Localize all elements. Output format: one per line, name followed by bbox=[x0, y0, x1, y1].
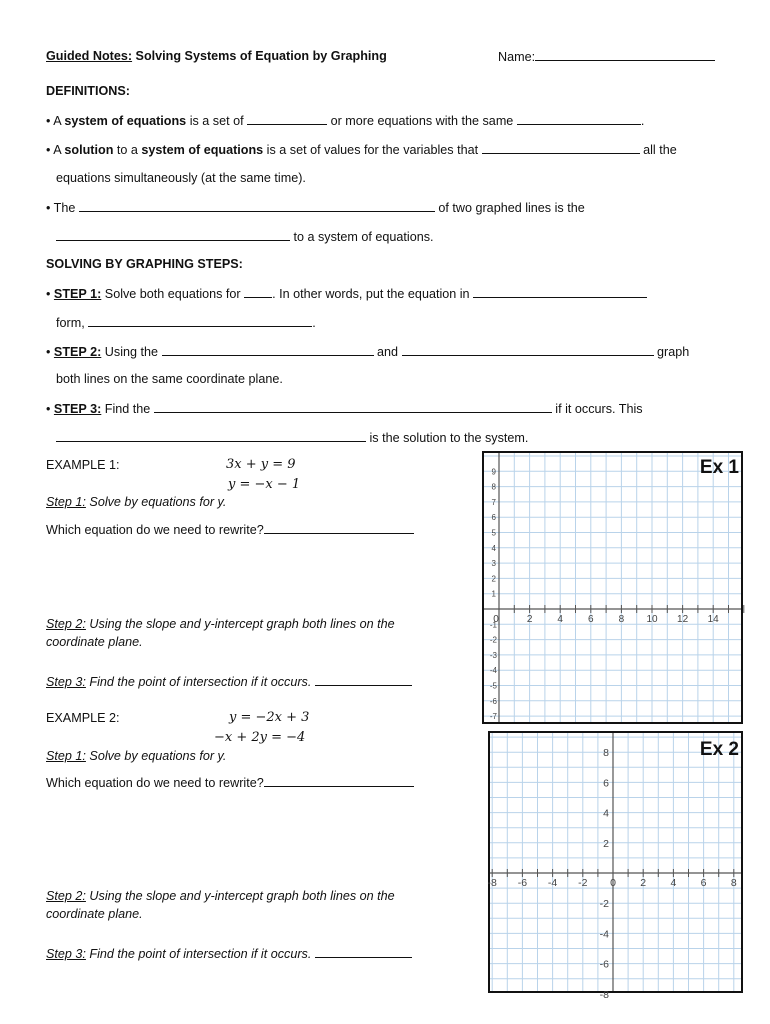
example-2-label: EXAMPLE 2: bbox=[46, 711, 120, 725]
x-tick-label: -2 bbox=[578, 877, 588, 889]
x-tick-label: -4 bbox=[547, 877, 558, 889]
ex2-step1-text: Solve by equations for y. bbox=[85, 749, 227, 763]
graph-1-grid[interactable] bbox=[484, 453, 741, 722]
d1-c: is a set of bbox=[186, 114, 248, 128]
s1-b: . In other words, put the equation in bbox=[272, 287, 474, 301]
s2-blank-2[interactable] bbox=[402, 344, 654, 356]
d1-blank-2[interactable] bbox=[517, 113, 641, 125]
y-tick-label: 8 bbox=[491, 482, 496, 492]
y-tick-label: -4 bbox=[489, 666, 497, 676]
example-1-step1 bbox=[46, 495, 226, 509]
definition-1 bbox=[46, 113, 644, 128]
y-tick-label: -7 bbox=[489, 712, 497, 722]
y-tick-label: 6 bbox=[603, 777, 609, 790]
x-tick-label: 0 bbox=[493, 614, 499, 625]
s3-cont-text: is the solution to the system. bbox=[366, 431, 529, 445]
ex2-step2-text: Using the slope and y-intercept graph both lines on the bbox=[85, 889, 395, 903]
s2-blank-1[interactable] bbox=[162, 344, 374, 356]
ex2-step2-label: Step 2: bbox=[46, 889, 86, 903]
s3-blank-2[interactable] bbox=[56, 430, 366, 442]
y-tick-label: -8 bbox=[599, 988, 609, 1001]
x-tick-label: 4 bbox=[670, 877, 677, 889]
d2-f: all the bbox=[639, 143, 677, 157]
y-tick-label: 1 bbox=[491, 589, 496, 599]
d3-a: • The bbox=[46, 201, 79, 215]
x-tick-label: 0 bbox=[610, 877, 616, 889]
ex1-step3-label: Step 3: bbox=[46, 675, 86, 689]
name-label: Name: bbox=[498, 50, 536, 64]
ex1-step3-blank[interactable] bbox=[315, 674, 412, 686]
example-2-eq1: y = −2x + 3 bbox=[229, 710, 310, 725]
s1-a: Solve both equations for bbox=[101, 287, 245, 301]
s2-b: and bbox=[373, 345, 402, 359]
y-tick-label: 6 bbox=[491, 513, 496, 523]
example-2-step3 bbox=[46, 946, 412, 961]
name-blank[interactable] bbox=[535, 49, 715, 61]
y-tick-label: -2 bbox=[489, 635, 497, 645]
definitions-heading: DEFINITIONS: bbox=[46, 84, 130, 98]
s1-blank-2[interactable] bbox=[473, 286, 647, 298]
s1-bullet: • bbox=[46, 287, 54, 301]
step-3-cont bbox=[56, 430, 528, 445]
y-tick-label: -2 bbox=[599, 898, 609, 911]
s1-cont-b: . bbox=[312, 316, 316, 330]
x-tick-label: 6 bbox=[588, 614, 594, 625]
x-tick-label: 6 bbox=[700, 877, 707, 889]
x-tick-label: 8 bbox=[618, 614, 625, 625]
x-tick-label: -8 bbox=[487, 877, 497, 889]
x-tick-label: 2 bbox=[640, 877, 647, 889]
d1-a: • A bbox=[46, 114, 65, 128]
example-1-question bbox=[46, 522, 414, 537]
example-1-label: EXAMPLE 1: bbox=[46, 458, 120, 472]
d1-e: . bbox=[640, 114, 645, 128]
d3-blank-1[interactable] bbox=[79, 200, 435, 212]
ex2-step1-label: Step 1: bbox=[46, 749, 86, 763]
y-tick-label: -6 bbox=[599, 958, 609, 971]
d2-e: is a set of values for the variables that bbox=[263, 143, 482, 157]
x-tick-label: 2 bbox=[526, 614, 533, 625]
d2-term-2: system of equations bbox=[141, 143, 264, 157]
ex2-question-text: Which equation do we need to rewrite? bbox=[46, 776, 264, 790]
example-2-question bbox=[46, 775, 414, 790]
s2-label: STEP 2: bbox=[53, 345, 102, 359]
ex1-question-text: Which equation do we need to rewrite? bbox=[46, 523, 264, 537]
s2-c: graph bbox=[653, 345, 690, 359]
ex1-step1-text: Solve by equations for y. bbox=[85, 495, 227, 509]
y-tick-label: -4 bbox=[599, 928, 609, 941]
definition-3 bbox=[46, 200, 585, 215]
s1-blank-1[interactable] bbox=[244, 286, 272, 298]
x-tick-label: 10 bbox=[646, 614, 658, 625]
example-2-step1 bbox=[46, 749, 226, 763]
example-1-eq1: 3x + y = 9 bbox=[226, 457, 296, 472]
ex1-step2-label: Step 2: bbox=[46, 617, 86, 631]
step-3 bbox=[46, 401, 643, 416]
s3-blank-1[interactable] bbox=[154, 401, 552, 413]
name-field[interactable] bbox=[498, 49, 715, 64]
page-title bbox=[46, 49, 387, 63]
ex1-step3-text: Find the point of intersection if it occurs. bbox=[85, 675, 315, 689]
title-rest: Solving Systems of Equation by Graphing bbox=[132, 49, 387, 63]
y-tick-label: 9 bbox=[491, 467, 496, 477]
y-tick-label: 2 bbox=[603, 837, 609, 850]
step-2-cont: both lines on the same coordinate plane. bbox=[56, 372, 283, 386]
s3-label: STEP 3: bbox=[53, 402, 102, 416]
y-tick-label: 4 bbox=[491, 543, 496, 553]
ex2-question-blank[interactable] bbox=[264, 775, 414, 787]
y-tick-label: -5 bbox=[489, 681, 497, 691]
s1-blank-3[interactable] bbox=[88, 315, 312, 327]
steps-heading: SOLVING BY GRAPHING STEPS: bbox=[46, 257, 243, 271]
x-tick-label: 8 bbox=[730, 877, 737, 889]
graph-2[interactable] bbox=[487, 731, 743, 1001]
d1-d: or more equations with the same bbox=[327, 114, 517, 128]
x-tick-label: -6 bbox=[517, 877, 528, 889]
title-prefix: Guided Notes: bbox=[46, 49, 133, 63]
x-tick-label: 4 bbox=[557, 614, 563, 625]
example-1-eq2: y = −x − 1 bbox=[228, 477, 301, 492]
s1-label: STEP 1: bbox=[53, 287, 102, 301]
d3-blank-2[interactable] bbox=[56, 229, 290, 241]
example-1-step3 bbox=[46, 674, 412, 689]
y-tick-label: -6 bbox=[489, 696, 497, 706]
y-tick-label: 4 bbox=[603, 807, 609, 820]
s2-bullet: • bbox=[46, 345, 54, 359]
s3-a: Find the bbox=[101, 402, 154, 416]
d3-b: of two graphed lines is the bbox=[434, 201, 585, 215]
ex2-step3-text: Find the point of intersection if it occurs. bbox=[85, 947, 315, 961]
s1-cont-a: form, bbox=[56, 316, 89, 330]
x-tick-label: 12 bbox=[677, 614, 689, 625]
example-2-eq2: −x + 2y = −4 bbox=[214, 730, 306, 745]
s3-bullet: • bbox=[46, 402, 54, 416]
d2-c: to a bbox=[113, 143, 142, 157]
s3-b: if it occurs. This bbox=[551, 402, 643, 416]
d2-blank[interactable] bbox=[482, 142, 640, 154]
example-2-step2 bbox=[46, 889, 395, 903]
d2-a: • A bbox=[46, 143, 65, 157]
graph-1[interactable] bbox=[482, 451, 743, 724]
example-1-step2-cont: coordinate plane. bbox=[46, 635, 143, 649]
y-tick-label: 3 bbox=[491, 559, 496, 569]
y-tick-label: 7 bbox=[491, 497, 496, 507]
d3-cont-text: to a system of equations. bbox=[290, 230, 434, 244]
d2-term-1: solution bbox=[64, 143, 114, 157]
ex2-step3-label: Step 3: bbox=[46, 947, 86, 961]
ex2-step3-blank[interactable] bbox=[315, 946, 412, 958]
definition-3-cont bbox=[56, 229, 434, 244]
s2-a: Using the bbox=[101, 345, 162, 359]
y-tick-label: 8 bbox=[603, 747, 609, 760]
y-tick-label: 5 bbox=[491, 528, 496, 538]
y-tick-label: -3 bbox=[489, 650, 497, 660]
ex1-question-blank[interactable] bbox=[264, 522, 414, 534]
definition-2 bbox=[46, 142, 677, 157]
example-2-step2-cont: coordinate plane. bbox=[46, 907, 143, 921]
definition-2-cont: equations simultaneously (at the same time). bbox=[56, 171, 306, 185]
graph-2-label: Ex 2 bbox=[699, 739, 739, 760]
y-tick-label: -1 bbox=[489, 620, 497, 630]
ex1-step1-label: Step 1: bbox=[46, 495, 86, 509]
d1-term: system of equations bbox=[64, 114, 187, 128]
example-1-step2 bbox=[46, 617, 395, 631]
graph-2-grid[interactable] bbox=[487, 733, 741, 1001]
ex1-step2-text: Using the slope and y-intercept graph both lines on the bbox=[85, 617, 395, 631]
step-2 bbox=[46, 344, 689, 359]
x-tick-label: 14 bbox=[707, 614, 719, 625]
step-1 bbox=[46, 286, 647, 301]
y-tick-label: 2 bbox=[491, 574, 496, 584]
d1-blank-1[interactable] bbox=[247, 113, 327, 125]
graph-1-label: Ex 1 bbox=[699, 457, 739, 478]
step-1-cont bbox=[56, 315, 316, 330]
